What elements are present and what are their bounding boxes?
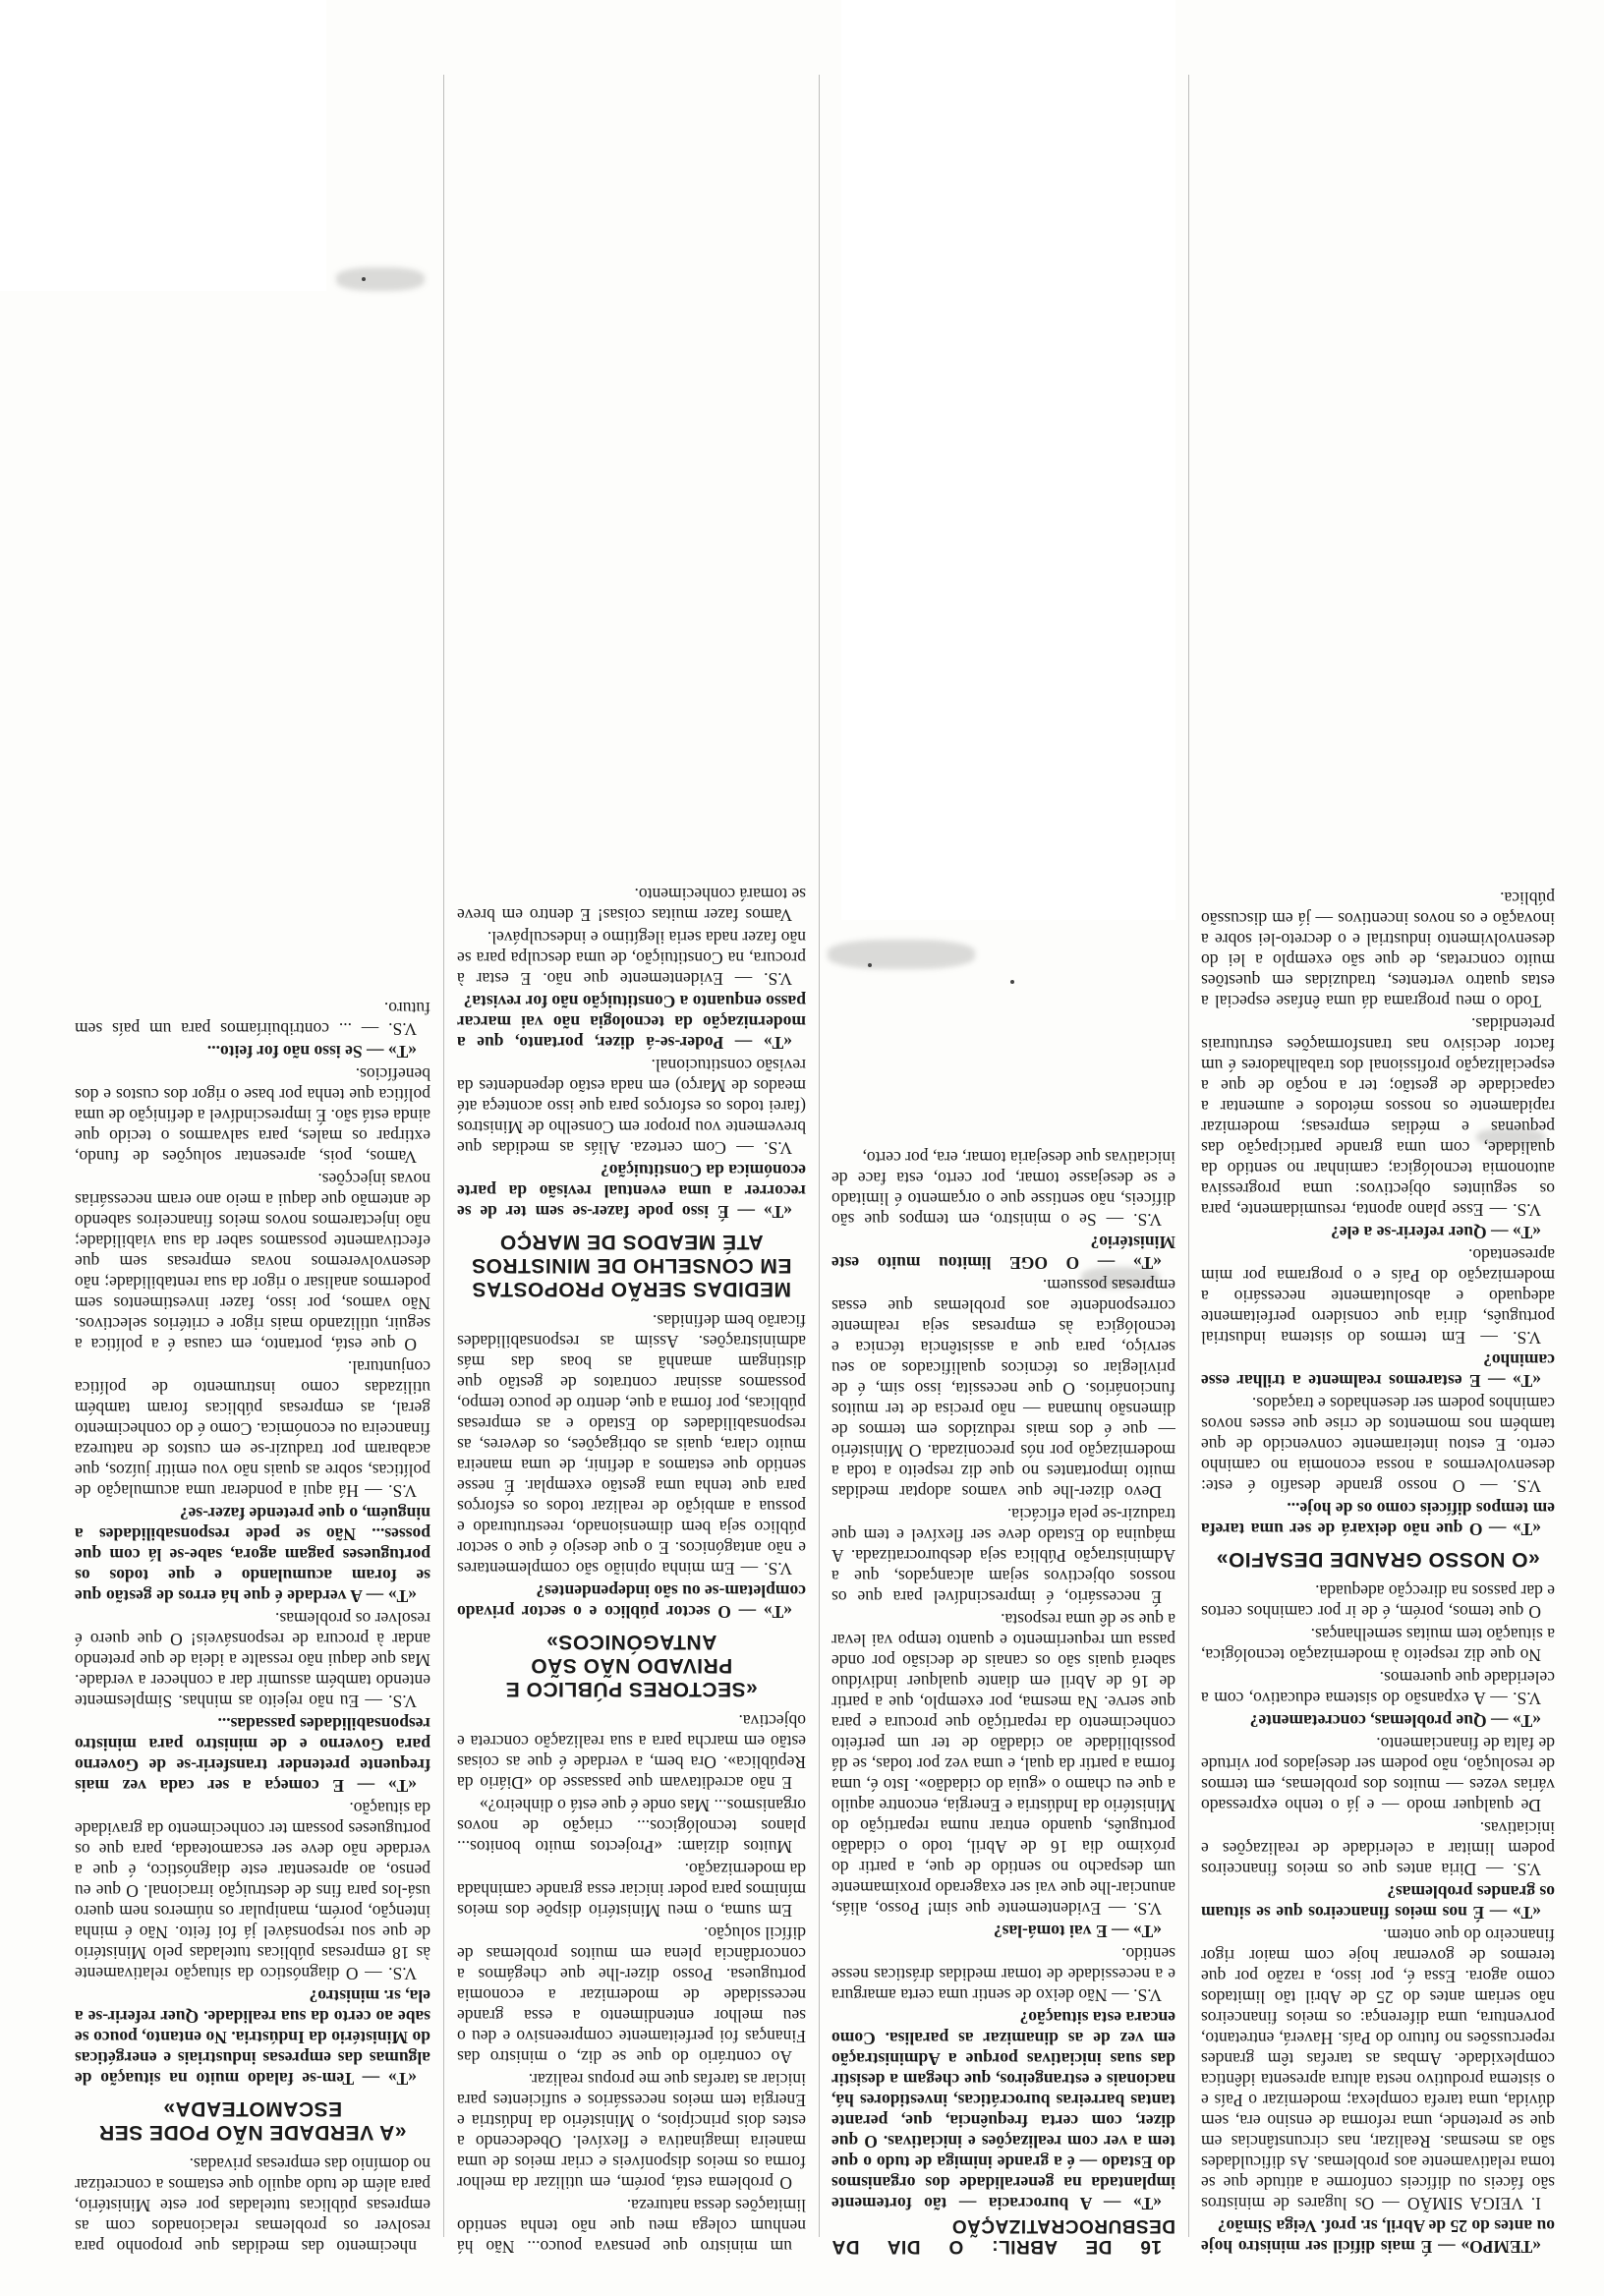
column-3-part-1 [457, 1710, 806, 2257]
article-paragraph: V.S. — Não deixo de sentir uma certa amargura e a necessidade de tomar medidas drásticas nesse sentido. [831, 1944, 1175, 2005]
article-paragraph: V.S. — O diagnóstico da situação relativamente às 18 empresas públicas tuteladas pelo Ministério de que sou responsável já foi feito. Não é minha intenção, porém, manipular os números nem quero usá-los para fins de destruição irracional. O que eu penso, ao apresentar este diagnóstico, é que a verdade não deve ser escamoteada, para que os portugueses possam ter conhecimento da gravidade da situação. [75, 1799, 430, 1983]
article-paragraph: «T» — Poder-se-á dizer, portanto, que a modernização da tecnologia não vai marcar passo enquanto a Constituição não for revista? [457, 992, 806, 1053]
article-paragraph: «T» — A burocracia — tão fortemente implantada na generalidade dos organismos do Estado — é a grande inimiga de tudo o que tem a ver com realizações e iniciativas. O que dizer, com certa frequência, que, perante tantas barreiras burocráticas, investidores há, nacionais e estrangeiros, que chegam a desistir das suas iniciativas porque a Administração em vez de as dinamizar as paralisa. Como encara esta situação? [831, 2008, 1175, 2213]
article-paragraph: V.S. — Evidentemente que sim! Posso, aliás, anunciar-lhe que vai ser exagerado proximamente um despacho no sentido de que, a partir do próximo dia 16 de Abril, todo o cidadão português, quando entrar numa repartição do Ministério da Indústria e Energia, encontre aquilo a que eu chamo o «guia do cidadão». Isto é, uma forma a partir da qual, e uma vez por todas, se dá possibilidade ao cidadão de ter um perfeito conhecimento da repartição que procura e para que serve. Na mesma, por exemplo, que a partir de 16 de Abril em diante qualquer indivíduo saberá quais são os canais de decisão por onde passa um requerimento e quanto tempo vai levar a que se dê uma resposta. [831, 1610, 1175, 1919]
article-paragraph: V.S. — Esse plano aponta, resumidamente, para os seguintes objectivos: uma progressiva autonomia tecnológica; caminhar no sentido da qualidade, com uma grande participação das pequenas e médias empresas; modernizar rapidamente os nossos métodos e aumentar a capacidade de gestão; ter a noção de que a especialização profissional dos trabalhadores é um factor decisivo nas transformações estruturais pretendidas. [1201, 1014, 1555, 1220]
article-paragraph: No que diz respeito à modernização tecnológica, a situação tem muitas semelhanças. [1201, 1625, 1555, 1665]
column-3-part-3 [457, 884, 806, 1222]
article-paragraph: um ministro que pensava pouco... Não há nenhum colega meu que não tenha sentido limitações dessa natureza. [457, 2196, 806, 2257]
article-paragraph: V.S. — Se o ministro, em tempos que são difíceis, não sentisse que o orçamento é limitado e se desejasse tomar, por certo, esta face de iniciativas que desejaria tomar, era, por certo, [831, 1148, 1175, 1230]
article-paragraph: «T» — Que problemas, concretamente? [1249, 1711, 1541, 1731]
article-paragraph: I. VEIGA SIMÃO — Os lugares de ministros são fáceis ou difíceis conforme a atitude que se toma relativamente aos problemas. As dificuldades são as mesmas. Realizar, nas circunstâncias em que se pretende, uma reforma de ensino era, sem dúvida, uma tarefa complexa; modernizar o País e o sistema produtivo nesta altura apresenta idêntica complexidade. Ambas as tarefas têm grandes repercussões no futuro do País. Haverá, entretanto, porventura, uma diferença: os meios financeiros não seriam antes do 25 de Abril tão limitados como agora. Essa é, por isso, a razão por que teremos de governar hoje com maior rigor financeiro do que ontem. [1201, 1925, 1555, 2213]
article-paragraph: Todo o meu programa dá uma ênfase especial a estas quatro vertentes, traduzidas em questões muito concretas, de que são exemplo a lei do desenvolvimento industrial e o decreto-lei sobre a inovação e os novos incentivos — já em discussão pública. [1201, 889, 1555, 1011]
article-paragraph: Vamos, pois, apresentar soluções de fundo, extirpar os males, para salvarmos o tecido que ainda está são. É imprescindível a definição de uma política que tenha por base o rigor dos custos e dos benefícios. [75, 1064, 430, 1167]
article-paragraph: Muitos diziam: «Projectos muito bonitos... planos tecnológicos... criação de novos organismos... Mas onde é que está o dinheiro?» [457, 1796, 806, 1857]
article-paragraph: Em suma, o meu Ministério dispõe dos meios mínimos para poder iniciar essa grande caminhada da modernização. [457, 1860, 806, 1921]
article-paragraph: Ao contrário do que se diz, o ministro das Finanças foi perfeitamente compreensivo e deu o seu melhor entendimento a essa grande necessidade de modernizar a economia portuguesa. Posso dizer-lhe que chegámos a concordância plena em muitos problemas de difícil solução. [457, 1923, 806, 2067]
article-paragraph: «TEMPO» — É mais difícil ser ministro hoje ou antes do 25 de Abril, sr. prof. Veiga Simão? [1201, 2216, 1555, 2257]
section-heading-sectores: «SECTORES PÚBLICO E PRIVADO NÃO SÃO ANTAGÓNICOS» [505, 1631, 758, 1700]
section-heading-nosso-grande-desafio: «O NOSSO GRANDE DESAFIO» [1216, 1548, 1540, 1571]
article-paragraph: E não acreditavam que passasse do «Diário da República». Ora bem, a verdade é que as coisas estão em marcha para a sua realização concreta e objectiva. [457, 1711, 806, 1793]
article-paragraph: «T» — O que não deixará de ser uma tarefa em tempos difíceis como os de hoje... [1201, 1499, 1555, 1539]
column-4 [75, 65, 430, 2257]
article-paragraph: De qualquer modo — e já o tenho expressado várias vezes — muitos dos problemas, em termos de resolução, não podem ser desejados por virtude de falta de financiamento. [1201, 1734, 1555, 1815]
article-paragraph: «T» — O OGE limitou muito este Ministério? [831, 1233, 1175, 1273]
column-4-part-2 [75, 998, 430, 2089]
article-paragraph: V.S. — O nosso grande desafio é este: desenvolvermos a nossa economia no caminho certo. E estou inteiramente convencido de que também nos momentos de crise que esses novos caminhos podem ser desenhados e traçados. [1201, 1394, 1555, 1496]
article-paragraph: V.S. — Com certeza. Aliás as medidas que brevemente vou propor em Conselho de Ministros (farei todos os esforços para que isso aconteça até meados de Março) em nada estão dependentes da revisão constitucional. [457, 1056, 806, 1158]
article-paragraph: «T» — A verdade é que há erros de gestão que se foram acumulando e que todos os portugueses pagam agora, sabe-se lá com que posses... Não se pede responsabilidades a ninguém, o que pretende fazer-se? [75, 1504, 430, 1606]
column-4-part-1 [75, 2153, 430, 2257]
article-paragraph: «T» — É nos meios financeiros que se situam os grandes problemas? [1201, 1882, 1555, 1923]
article-paragraph: Vamos fazer muitas coisas! E dentro em breve se tomará conhecimento. [457, 885, 806, 925]
article-paragraph: V.S. — Eu não rejeito as minhas. Simplesmente entendo também assumir dar a conhecer a verdade. Mas que daqui não ressalte a ideia de que pretendo andar à procura de responsáveis! O que quero é resolver os problemas. [75, 1609, 430, 1711]
section-heading-verdade: «A VERDADE NÃO PODE SER ESCAMOTEADA» [98, 2097, 407, 2144]
article-paragraph: O problema está, porém, em utilizar da melhor forma os meios disponíveis e criar meios de uma maneira imaginativa e flexível. Obedecendo a estes dois princípios, o Ministério da Indústria e Energia tem meios necessários e suficientes para iniciar as tarefas que me propus realizar. [457, 2070, 806, 2193]
column-1-part-1 [1201, 1580, 1555, 2257]
article-paragraph: 16 DE ABRIL: O DIA DA DESBUROCRATIZAÇÃO [831, 2215, 1175, 2257]
article-paragraph: «T» — É isso pode fazer-se sem ter de se recorrer a uma eventual revisão da parte económica da Constituição? [457, 1161, 806, 1222]
article-paragraph: V.S. — A expansão do sistema educativo, com a celeridade que queremos. [1201, 1668, 1555, 1708]
article-paragraph: V.S. — Evidentemente que não. E estar à procura, na Constituição, de uma desculpa para se não fazer nada seria ilegítimo e indesculpável. [457, 928, 806, 989]
article-paragraph: «T» — Quer referir-se a ele? [1331, 1223, 1541, 1242]
article-paragraph: «T» — E começa a ser cada vez mais frequente pretender transferir-se de Governo para Governo e de ministro para ministro responsabilidades passadas... [75, 1714, 430, 1796]
article-paragraph: «T» — Se isso não for feito... [206, 1042, 417, 1062]
column-1 [1201, 35, 1555, 2257]
column-1-part-2 [1201, 888, 1555, 1539]
article-paragraph: O que temos, porém, é de ir por caminhos certos e dar passos na direcção adequada. [1201, 1581, 1555, 1622]
column-2-part-1 [831, 1147, 1175, 2257]
article-paragraph: V.S. — Há aqui a ponderar uma acumulação de políticas, sobre as quais não vou emitir juízos, que acabaram por traduzir-se em custos de natureza financeira ou económica. Como é do conhecimento geral, as empresas públicas foram também utilizadas como instrumento de política conjuntural. [75, 1357, 430, 1501]
section-heading-medidas: MEDIDAS SERÃO PROPOSTAS EM CONSELHO DE MINISTROS ATÉ MEADOS DE MARÇO [471, 1231, 792, 1300]
article-paragraph: «T» — Tem-se falado muito na situação de algumas das empresas industriais e energéticas do Ministério da Indústria. No entanto, pouco se sabe ao certo da sua realidade. Quer referir-se a ela, sr. ministro? [75, 1986, 430, 2089]
article-paragraph: É necessário, é imprescindível para que os nossos objectivos sejam alcançados, que a Administração Pública seja desburocratizada. A máquina do Estado deve ser flexível e tem que traduzir-se pela eficácia. [831, 1505, 1175, 1607]
article-paragraph: V.S. — Em termos do sistema industrial português, diria que considero perfeitamente adequado e absolutamente necessário a modernização do País e o programa por mim apresentado. [1201, 1245, 1555, 1348]
column-3 [457, 35, 806, 2257]
article-paragraph: V.S. — Diria antes que os meios financeiros podem limitar a celeridade de realizações e iniciativas. [1201, 1818, 1555, 1879]
article-paragraph: O que está, portanto, em causa é a política a seguir, utilizando mais rigor e critérios selectivos. Não vamos, por isso, fazer investimentos sem podermos analisar o rigor da sua rentabilidade; não desenvolveremos novas empresas sem que efectivamente possamos saber da sua viabilidade; não injectaremos novos meios financeiros sabendo de antemão que daqui a meio ano eram necessárias novas injecções. [75, 1170, 430, 1354]
article-paragraph: V.S. — ... contribuiríamos para um país sem futuro. [75, 999, 430, 1039]
column-3-part-2 [457, 1310, 806, 1622]
article-paragraph: V.S. — Em minha opinião são complementares e não antagónicos. E o que desejo é que o sector público seja bem dimensionado, reestruturado e possua a ambição de realizar todos os esforços para que tenha uma gestão exemplar. É nesse sentido que estamos a definir, de uma maneira muito clara, quais as obrigações, os deveres, as responsabilidades do Estado e as empresas públicas, por forma a que, dentro de pouco tempo, possamos assinar contratos de gestão que distingam amanhã as boas das más administrações. Assim as responsabilidades ficarão bem definidas. [457, 1311, 806, 1578]
article-paragraph: nhecimento das medidas que proponho para resolver os problemas relacionados com as empresas públicas tuteladas por este Ministério, para além de tudo aquilo que estamos a concretizar no domínio das empresas privadas. [75, 2154, 430, 2257]
article-paragraph: «T» — O sector público e o sector privado completam-se ou são independentes? [457, 1581, 806, 1622]
column-2 [831, 959, 1175, 2257]
article-paragraph: «T» — E estaremos realmente a trilhar esse caminho? [1201, 1350, 1555, 1391]
article-paragraph: «T» — E vai tomá-las? [993, 1922, 1162, 1941]
article-paragraph: Devo dizer-lhe que vamos adoptar medidas muito importantes no que diz respeito a toda a modernização por nós preconizada. O Ministério — que é dos mais reduzidos em termos de dimensão humana — não precisa de ter muitos funcionários. O que necessita, isso sim, é de privilegiar os técnicos qualificados ao seu serviço, para que a assistência técnica e tecnológica às empresas seja realmente correspondente aos problemas que essas empresas possuem. [831, 1276, 1175, 1502]
